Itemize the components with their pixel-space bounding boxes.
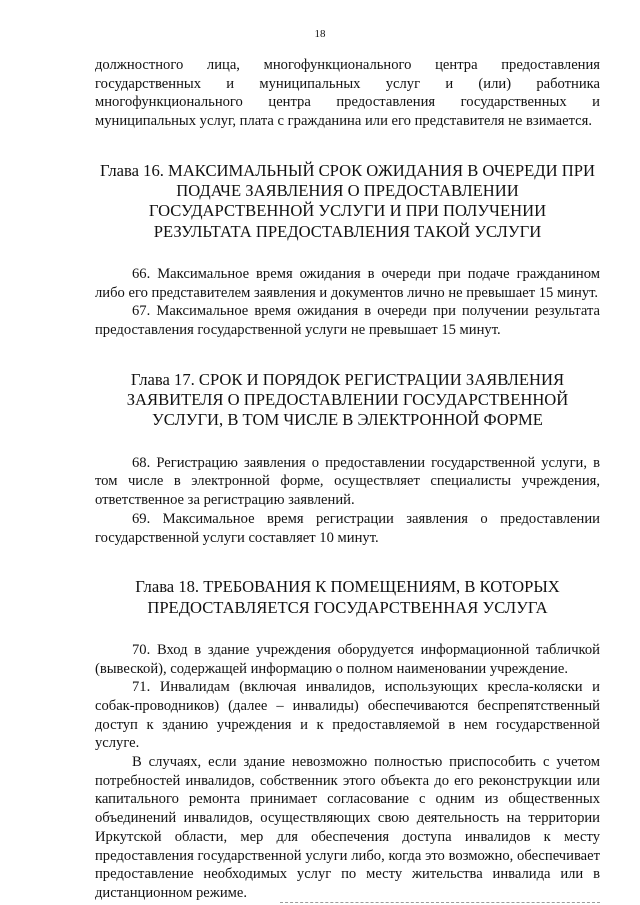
paragraph-71: 71. Инвалидам (включая инвалидов, использующих кресла-коляски и собак-проводников) (далее – инвалиды) обеспечиваются беспрепятственный доступ к зданию учреждения и к предоставляемой в нем государственной услуге. [95,679,600,752]
footer-divider [280,902,600,903]
paragraph-68: 68. Регистрацию заявления о предоставлении государственной услуги, в том числе в электронной форме, осуществляет специалисты учреждения, ответственное за регистрацию заявлений. [95,454,600,509]
chapter-16-heading: Глава 16. МАКСИМАЛЬНЫЙ СРОК ОЖИДАНИЯ В ОЧЕРЕДИ ПРИ ПОДАЧЕ ЗАЯВЛЕНИЯ О ПРЕДОСТАВЛЕНИИ ГОСУДАРСТВЕННОЙ УСЛУГИ И ПРИ ПОЛУЧЕНИИ РЕЗУЛЬТАТА ПРЕДОСТАВЛЕНИЯ ТАКОЙ УСЛУГИ [100,160,595,241]
chapter-18-heading: Глава 18. ТРЕБОВАНИЯ К ПОМЕЩЕНИЯМ, В КОТОРЫХ ПРЕДОСТАВЛЯЕТСЯ ГОСУДАРСТВЕННАЯ УСЛУГА [135,577,560,617]
paragraph-66: 66. Максимальное время ожидания в очереди при подаче гражданином либо его представителем заявления и документов лично не превышает 15 минут. [95,266,600,301]
paragraph-67: 67. Максимальное время ожидания в очереди при получении результата предоставления государственной услуги не превышает 15 минут. [95,303,600,339]
chapter-17-heading: Глава 17. СРОК И ПОРЯДОК РЕГИСТРАЦИИ ЗАЯВЛЕНИЯ ЗАЯВИТЕЛЯ О ПРЕДОСТАВЛЕНИИ ГОСУДАРСТВЕННОЙ УСЛУГИ, В ТОМ ЧИСЛЕ В ЭЛЕКТРОННОЙ ФОРМЕ [126,369,569,430]
page-number: 18 [314,28,326,40]
document-body [95,56,600,903]
paragraph-69: 69. Максимальное время регистрации заявления о предоставлении государственной услуги составляет 10 минут. [95,510,600,546]
paragraph-accessibility: В случаях, если здание невозможно полностью приспособить с учетом потребностей инвалидов, собственник этого объекта до его реконструкции или капитального ремонта принимает согласование с одним из общественных объединений инвалидов, осуществляющих свою деятельность на территории Иркутской области, мер для обеспечения доступа инвалидов к месту предоставления государственной услуги либо, когда это возможно, обеспечивает предоставление необходимых услуг по месту жительства инвалида или в дистанционном режиме. [95,754,600,901]
paragraph-70: 70. Вход в здание учреждения оборудуется информационной табличкой (вывеской), содержащей информацию о полном наименовании учреждение. [95,641,600,677]
paragraph-continuation: должностного лица, многофункционального центра предоставления государственных и муниципальных услуг и (или) работника многофункционального центра предоставления государственных и муниципальных услуг, плата с гражданина или его представителя не взимается. [95,57,600,130]
